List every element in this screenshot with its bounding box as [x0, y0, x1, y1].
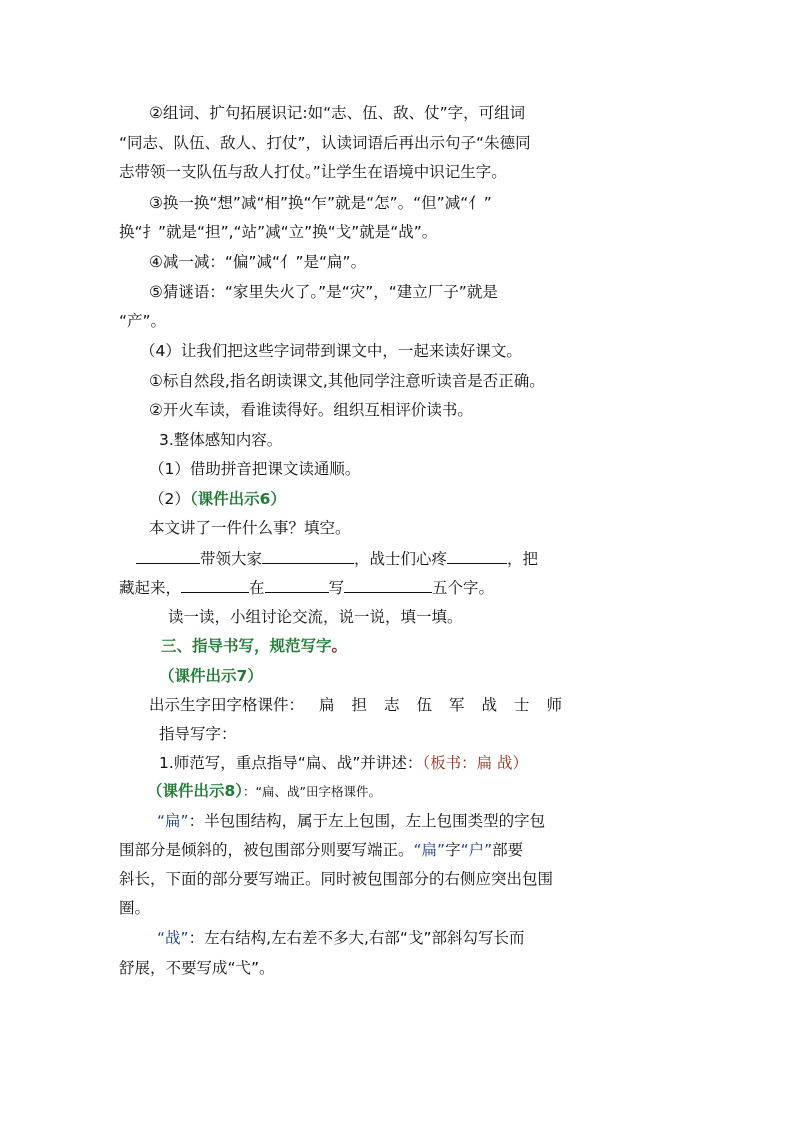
text-line: 圈。: [119, 899, 151, 917]
text-run: 字: [445, 841, 461, 859]
text-line: ①标自然段,指名朗读课文,其他同学注意听读音是否正确。: [149, 372, 545, 390]
text-run: 出示生字田字格课件：: [149, 696, 305, 714]
fill-blank: [265, 577, 329, 593]
char-list: [319, 696, 579, 714]
text-line: 本文讲了一件什么事？填空。: [149, 519, 351, 537]
highlight-char: “扁”: [157, 812, 189, 830]
text-line: 指导写字：: [159, 725, 237, 743]
text-line: ②开火车读，看谁读得好。组织互相评价读书。: [149, 401, 473, 419]
text-line: （1）借助拼音把课文读通顺。: [149, 460, 361, 478]
char-item: 担: [351, 696, 367, 714]
courseware-note: （课件出示7）: [159, 667, 263, 685]
text-line: 3.整体感知内容。: [159, 431, 283, 449]
text-line: ⑤猜谜语：“家里失火了。”是“灾”，“建立厂子”就是: [149, 283, 498, 301]
text-line: 读一读，小组讨论交流，说一说，填一填。: [168, 608, 463, 626]
fill-blank: [262, 548, 354, 564]
fill-in-line: [136, 548, 538, 569]
fill-blank: [447, 548, 507, 564]
char-item: 扁: [318, 696, 335, 714]
text-run: 藏起来，: [119, 579, 182, 597]
text-run: ：半包围结构，属于左上包围，左上包围类型的字包: [188, 812, 546, 830]
fill-in-line: [119, 577, 494, 598]
text-run: 1.师范写，重点指导“扁、战”并讲述：: [159, 754, 423, 772]
char-item: 志: [383, 696, 400, 714]
text-line: “产”。: [119, 312, 167, 330]
highlight-char: “扁”: [413, 841, 446, 859]
text-run: ：“扁、战”田字格课件。: [243, 784, 381, 799]
courseware-note: （课件出示6）: [189, 490, 286, 508]
text-line: [157, 811, 545, 831]
text-run: 部要: [492, 841, 524, 859]
highlight-char: “战”: [157, 929, 189, 947]
text-line: [157, 928, 524, 948]
heading-period: 。: [331, 637, 348, 655]
text-line: 换“扌”就是“担”,“站”减“立”换“戈”就是“战”。: [119, 223, 438, 241]
text-run: 带领大家: [200, 550, 263, 568]
text-line: [147, 781, 381, 802]
text-line: [149, 695, 579, 715]
text-line: “同志、队伍、敌人、打仗”，认读词语后再出示句子“朱德同: [119, 134, 531, 152]
text-run: 在: [249, 579, 265, 597]
highlight-char: “户”: [460, 841, 493, 859]
fill-blank: [344, 577, 432, 593]
text-line: 斜长，下面的部分要写端正。同时被包围部分的右侧应突出包围: [119, 870, 554, 888]
fill-blank: [136, 548, 200, 564]
text-line: [119, 840, 523, 860]
text-run: ，把: [507, 550, 539, 568]
text-line: （4）让我们把这些字词带到课文中，一起来读好课文。: [140, 342, 522, 360]
courseware-note: （课件出示8）: [147, 782, 244, 800]
fill-blank: [181, 577, 249, 593]
char-item: 军: [449, 696, 465, 714]
text-line: ②组词、扩句拓展识记:如“志、伍、敌、仗”字，可组词: [149, 104, 526, 122]
text-run: ：左右结构,左右差不多大,右部“戈”部斜勾写长而: [188, 929, 525, 947]
text-line: [159, 753, 528, 773]
section-heading-text: 三、指导书写，规范写字: [161, 637, 332, 655]
text-line: 舒展，不要写成“弋”。: [119, 959, 275, 977]
text-run: 五个字。: [432, 579, 495, 597]
text-line: [149, 489, 286, 509]
text-line: 志带领一支队伍与敌人打仗。”让学生在语境中识记生字。: [119, 163, 507, 181]
text-run: ，战士们心疼: [354, 550, 448, 568]
char-item: 士: [514, 696, 530, 714]
text-run: 写: [328, 579, 345, 597]
board-note: （板书：扁 战）: [422, 754, 529, 772]
text-line: ③换一换“想”减“相”换“乍”就是“怎”。“但”减“亻”: [149, 194, 492, 212]
char-item: 伍: [416, 696, 433, 714]
char-item: 师: [546, 696, 563, 714]
text-run: （2）: [149, 490, 190, 508]
text-run: 围部分是倾斜的，被包围部分则要写端正。: [119, 841, 414, 859]
char-item: 战: [481, 696, 498, 714]
section-heading: [161, 636, 347, 656]
text-line: ④减一减：“偏”减“亻”是“扁”。: [149, 253, 367, 271]
